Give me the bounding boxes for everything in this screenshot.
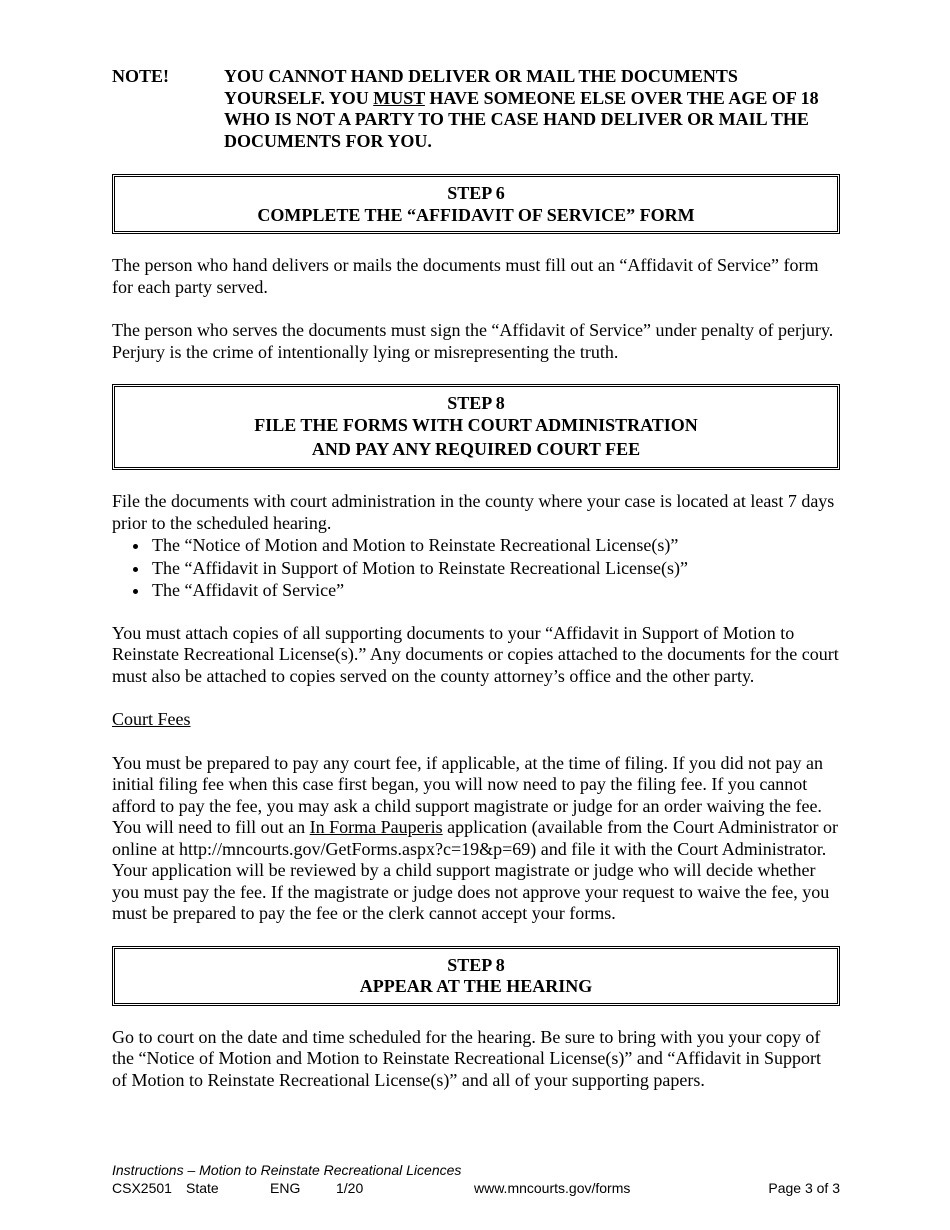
hearing-paragraph: Go to court on the date and time scheduled for the hearing. Be sure to bring with you your copy of the “Notice of Motion and Motion to Reinstate Recreational License(s)” and “Affidavit in Support of Motion to Reinstate Recreational License(s)” and all of your supporting papers. bbox=[112, 1026, 821, 1090]
list-item: • The “Notice of Motion and Motion to Reinstate Recreational License(s)” bbox=[150, 534, 840, 557]
court-fees-text-pre: You must be prepared to pay any court fee, if applicable, at the time of filing. If you did not pay an initial filing fee when this case first began, you will now need to pay the filing fee. If you cannot afford to pay the fee, you may ask a child support magistrate or judge for an order waiving the fee. You will need to fill out an bbox=[112, 752, 823, 837]
attach-paragraph: You must attach copies of all supporting documents to your “Affidavit in Support of Motion to Reinstate Recreational License(s).” Any documents or copies attached to the documents for the court must also be attached to copies served on the county attorney’s office and the other party. bbox=[112, 622, 839, 686]
in-forma-pauperis-term: In Forma Pauperis bbox=[309, 817, 443, 837]
step8-hearing-heading: STEP 8 bbox=[447, 954, 505, 975]
step6-heading: STEP 6 bbox=[447, 183, 505, 203]
court-fees-text-post: application (available from the Court Administrator or online at http://mncourts.gov/GetForms.aspx?c=19&p=69) and file it with the Court Administrator. Your application will be reviewed by a child support magistrate or judge who will decide whether you must pay the fee. If the magistrate or judge does not approve your request to waive the fee, you must be prepared to pay the fee or the clerk cannot accept your forms. bbox=[112, 817, 839, 923]
step8-file-intro: File the documents with court administration in the county where your case is located at least 7 days prior to the scheduled hearing. bbox=[112, 491, 835, 533]
note-label: NOTE! bbox=[112, 66, 170, 86]
list-item: • The “Affidavit in Support of Motion to Reinstate Recreational License(s)” bbox=[150, 557, 840, 580]
note-text-post: HAVE SOMEONE ELSE OVER THE AGE OF 18 WHO IS NOT A PARTY TO THE CASE HAND DELIVER OR MAIL THE DOCUMENTS FOR YOU. bbox=[224, 87, 819, 151]
note-text-emphasis: MUST bbox=[373, 87, 425, 108]
step6-heading-box bbox=[112, 174, 840, 234]
footer-meta-row bbox=[112, 1179, 840, 1197]
step8-hearing-title: APPEAR AT THE HEARING bbox=[359, 976, 593, 996]
step8-file-heading: STEP 8 bbox=[447, 393, 505, 413]
filing-document-list bbox=[112, 534, 840, 602]
step8-hearing-heading-box bbox=[112, 946, 840, 1006]
list-item: • The “Affidavit of Service” bbox=[150, 579, 840, 602]
note-text bbox=[224, 66, 840, 152]
step6-title: COMPLETE THE “AFFIDAVIT OF SERVICE” FORM bbox=[257, 204, 695, 225]
step8-file-heading-box bbox=[112, 384, 840, 470]
step6-paragraph-1: The person who hand delivers or mails the documents must fill out an “Affidavit of Service” form for each party served. bbox=[112, 255, 819, 297]
step8-file-title-line2: AND PAY ANY REQUIRED COURT FEE bbox=[311, 439, 641, 459]
page-footer bbox=[112, 1162, 840, 1197]
note-block bbox=[112, 66, 840, 152]
footer-jurisdiction: State bbox=[186, 1180, 219, 1196]
court-fees-heading: Court Fees bbox=[112, 709, 191, 729]
footer-url: www.mncourts.gov/forms bbox=[474, 1180, 631, 1196]
document-page bbox=[112, 66, 840, 1091]
footer-language: ENG bbox=[270, 1180, 301, 1196]
footer-page-number: Page 3 of 3 bbox=[768, 1180, 840, 1196]
footer-title: Instructions – Motion to Reinstate Recreational Licences bbox=[112, 1162, 462, 1178]
step8-file-title-line1: FILE THE FORMS WITH COURT ADMINISTRATION bbox=[254, 414, 698, 435]
court-fees-paragraph bbox=[112, 753, 840, 925]
footer-form-code: CSX2501 bbox=[112, 1180, 172, 1196]
step6-paragraph-2: The person who serves the documents must sign the “Affidavit of Service” under penalty of perjury. Perjury is the crime of intentionally lying or misrepresenting the truth. bbox=[112, 320, 834, 362]
footer-date: 1/20 bbox=[336, 1180, 364, 1196]
note-text-pre: YOU CANNOT HAND DELIVER OR MAIL THE DOCUMENTS YOURSELF. YOU bbox=[224, 66, 738, 108]
